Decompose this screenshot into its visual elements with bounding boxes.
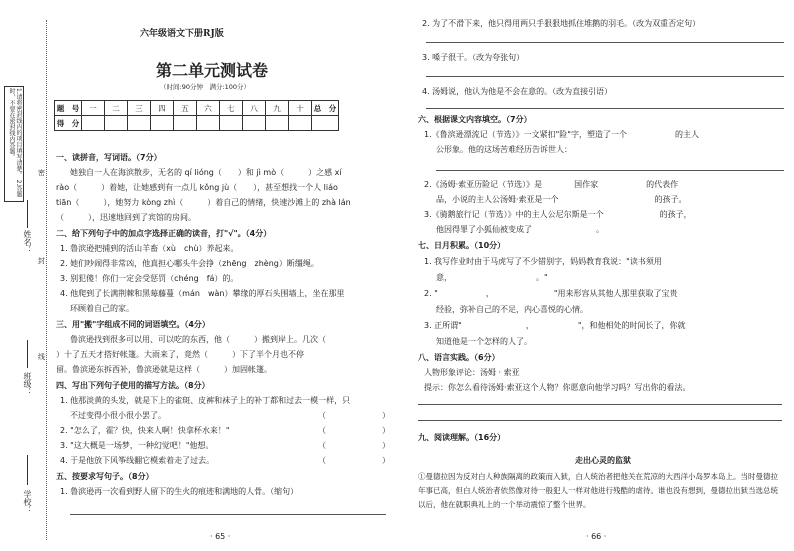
page-number: · 65 · bbox=[210, 532, 231, 541]
seal-char: 线 bbox=[38, 353, 45, 361]
q4-item: 3. "这大概是一场梦，一种幻觉吧！"他想。 bbox=[60, 441, 214, 450]
q2-item: 3. 别犯傻！你们一定会受惩罚（chéng fá）的。 bbox=[60, 274, 239, 283]
exam-meta: （时间:90分钟 满分:100分） bbox=[160, 83, 251, 91]
series-title: 六年级语文下册RJ版 bbox=[140, 29, 224, 39]
q1-line: 她独自一人在海滨散步，无名的 qí lióng（ ）和 jì mò（ ）之感 xí bbox=[70, 168, 342, 177]
score-cell[interactable] bbox=[266, 116, 289, 131]
answer-line[interactable] bbox=[426, 76, 784, 77]
q6-line: 1.《鲁滨逊漂流记（节选）》一文紧扣"险"字，塑造了一个 的主人 bbox=[424, 130, 699, 139]
q6-heading: 六、根据课文内容填空。（7分） bbox=[418, 115, 532, 124]
class-line bbox=[27, 340, 28, 368]
q7-line: 2. " ， "用来形容从其他人那里获取了宝贵 bbox=[424, 289, 678, 298]
seal-char: 密 bbox=[38, 169, 45, 177]
q6-line: 品，小说的主人公汤姆·索亚是一个 的孩子。 bbox=[436, 195, 687, 204]
score-row-label: 得 分 bbox=[55, 116, 82, 131]
q3-heading: 三、用"搬"字组成不同的词语填空。（4分） bbox=[56, 320, 210, 329]
q5-item: 4. 汤姆说，他认为他是不会在意的。（改为直接引语） bbox=[422, 87, 613, 96]
score-header: 六 bbox=[197, 101, 220, 116]
q8-line: 人物形象评论：汤姆 · 索亚 bbox=[424, 368, 520, 377]
q8-line: 提示：你怎么看待汤姆·索亚这个人物？你愿意向他学习吗？写出你的看法。 bbox=[424, 383, 691, 392]
q8-heading: 八、语言实践。（6分） bbox=[418, 353, 500, 362]
seal-char: 封 bbox=[38, 257, 45, 265]
q2-heading: 二、给下列句子中的加点字选择正确的读音，打"√"。（4分） bbox=[56, 229, 272, 238]
q5-item: 3. 嗓子很干。（改为夸张句） bbox=[422, 53, 525, 62]
score-header: 八 bbox=[243, 101, 266, 116]
score-header: 四 bbox=[151, 101, 174, 116]
score-header: 五 bbox=[174, 101, 197, 116]
q3-line: ）十了五天才搭好帐篷。大雨来了，竟然（ ）下了半个月也不停 bbox=[56, 350, 304, 359]
answer-line[interactable] bbox=[418, 404, 782, 405]
score-header: 三 bbox=[128, 101, 151, 116]
q9-heading: 九、阅读理解。（16分） bbox=[418, 433, 506, 442]
score-header: 一 bbox=[82, 101, 105, 116]
q4-heading: 四、写出下列句子使用的描写方法。（8分） bbox=[56, 381, 210, 390]
q4-item: 4. 于是他放下风筝线翻它模索着走了过去。 bbox=[60, 456, 215, 465]
q4-answer[interactable]: （ ） bbox=[318, 411, 390, 420]
score-cell[interactable] bbox=[197, 116, 220, 131]
q6-line: 公形象。他的这场苦难经历告诉世人： bbox=[436, 145, 572, 154]
q4-item: 1. 他那淡黄的头发，就是下上的雀斑、皮裤和袜子上的补丁都和过去一模一样，只 bbox=[60, 396, 351, 405]
q7-line: 经验，弥补自己的不足，内心喜悦的心情。 bbox=[436, 305, 588, 314]
answer-line[interactable] bbox=[418, 420, 782, 421]
q2-item: 环顾着自己的家。 bbox=[70, 304, 134, 313]
score-cell[interactable] bbox=[82, 116, 105, 131]
q2-item: 2. 她们吵闹得非常凶，他真担心哪头牛会挣（zhēng zhèng）断缰绳。 bbox=[60, 259, 319, 268]
right-page bbox=[400, 0, 794, 551]
q1-line: tiān（ ），她努力 kòng zhì（ ）着自己的情绪，快速沙滩上的 zhà lán bbox=[56, 198, 351, 207]
answer-line[interactable] bbox=[436, 170, 784, 171]
q5-item: 2. 为了不滑下来，他只得用两只手狠狠地抓住堆鹅的羽毛。（改为双重否定句） bbox=[422, 19, 701, 28]
score-cell[interactable] bbox=[289, 116, 312, 131]
q7-line: 意， 。" bbox=[436, 273, 548, 282]
score-cell[interactable] bbox=[220, 116, 243, 131]
q5-item: 1. 鲁滨逊再一次看到野人留下的生火的痕迹和满地的人骨。（缩句） bbox=[60, 487, 299, 496]
q2-item: 1. 鲁滨逊把捕到的活山羊畜（xù chù）养起来。 bbox=[60, 244, 239, 253]
q7-heading: 七、日月积累。（10分） bbox=[418, 241, 506, 250]
score-header: 七 bbox=[220, 101, 243, 116]
q3-line: 留。鲁滨逊东拆西补，鲁滨逊就是这样（ ）加固帐篷。 bbox=[56, 365, 272, 374]
name-label: 姓名： bbox=[23, 230, 32, 254]
q6-line: 3.《骑鹅旅行记（节选）》中的主人公尼尔斯是一个 的孩子， bbox=[424, 210, 692, 219]
q7-line: 3. 正所谓" ， "，和他相处的时间长了，你就 bbox=[424, 321, 686, 330]
score-cell[interactable] bbox=[151, 116, 174, 131]
class-label: 班级： bbox=[23, 372, 32, 396]
q6-line: 2.《汤姆·索亚历险记（节选）》是 国作家 的代表作 bbox=[424, 180, 679, 189]
score-cell[interactable] bbox=[105, 116, 128, 131]
score-header: 题 号 bbox=[55, 101, 82, 116]
score-cell[interactable] bbox=[174, 116, 197, 131]
school-label: 学校： bbox=[23, 490, 32, 514]
score-cell[interactable] bbox=[243, 116, 266, 131]
score-cell[interactable] bbox=[128, 116, 151, 131]
q5-heading: 五、按要求写句子。（8分） bbox=[56, 472, 154, 481]
q6-line: 他因得罪了小狐仙被变成了 。 bbox=[436, 225, 604, 234]
seal-dotted-line bbox=[46, 20, 47, 540]
q1-heading: 一、读拼音，写词语。（7分） bbox=[56, 153, 162, 162]
q4-item: 2. "怎么了，霍？快，快来人啊！快拿杯水来！" bbox=[60, 426, 230, 435]
score-header: 十 bbox=[289, 101, 312, 116]
q3-line: 鲁滨逊找到很多可以用、可以吃的东西，他（ ）搬到岸上。几次（ bbox=[70, 335, 350, 344]
page-title: 第二单元测试卷 bbox=[156, 61, 269, 80]
instruction-note: 1.请将密封线内的项目填写清楚。 2.答题时，不要在密封线内答题。 bbox=[4, 86, 24, 202]
q1-line: （ ），迅速地回到了宾馆的房间。 bbox=[56, 213, 196, 222]
q4-item: 不过变得小很小很小罢了。 bbox=[70, 411, 166, 420]
q4-answer[interactable]: （ ） bbox=[318, 456, 390, 465]
q7-line: 1. 我写作业时由于马虎写了不少错别字，妈妈教育我说："读书须用 bbox=[424, 257, 662, 266]
essay-paragraph: ①曼德拉因为反对白人种族隔离的政策而入狱，白人统治者把他关在荒凉的大西洋小岛罗本岛上。当时曼德拉年事已高，但白人统治者依然像对待一般犯人一样对他进行残酷的虐待。谁也没有想到，曼德拉出狱当选总统以后，他在就职典礼上的一个举动震惊了整个世界。 bbox=[418, 472, 778, 509]
q7-line: 知道他是一个怎样的人了。 bbox=[436, 337, 532, 346]
score-table bbox=[54, 100, 339, 131]
q4-answer[interactable]: （ ） bbox=[318, 426, 390, 435]
answer-line[interactable] bbox=[70, 514, 386, 515]
school-line bbox=[27, 455, 28, 485]
score-cell[interactable] bbox=[312, 116, 339, 131]
score-header: 九 bbox=[266, 101, 289, 116]
essay-title: 走出心灵的监狱 bbox=[575, 456, 631, 465]
answer-line[interactable] bbox=[426, 42, 784, 43]
page-number: · 66 · bbox=[586, 532, 607, 541]
name-line bbox=[27, 200, 28, 228]
q2-item: 4. 他爬到了长满荆棘和黑莓藤蔓（mán wàn）攀缘的厚石头围墙上，坐在那里 bbox=[60, 289, 345, 298]
score-header: 二 bbox=[105, 101, 128, 116]
q1-line: rào（ ）着她，让她感到有一点儿 kǒng jù（ ），甚至想找一个人 liáo bbox=[56, 183, 338, 192]
binding-gutter bbox=[0, 0, 44, 551]
score-header: 总 分 bbox=[312, 101, 339, 116]
answer-line[interactable] bbox=[426, 108, 784, 109]
q4-answer[interactable]: （ ） bbox=[318, 441, 390, 450]
